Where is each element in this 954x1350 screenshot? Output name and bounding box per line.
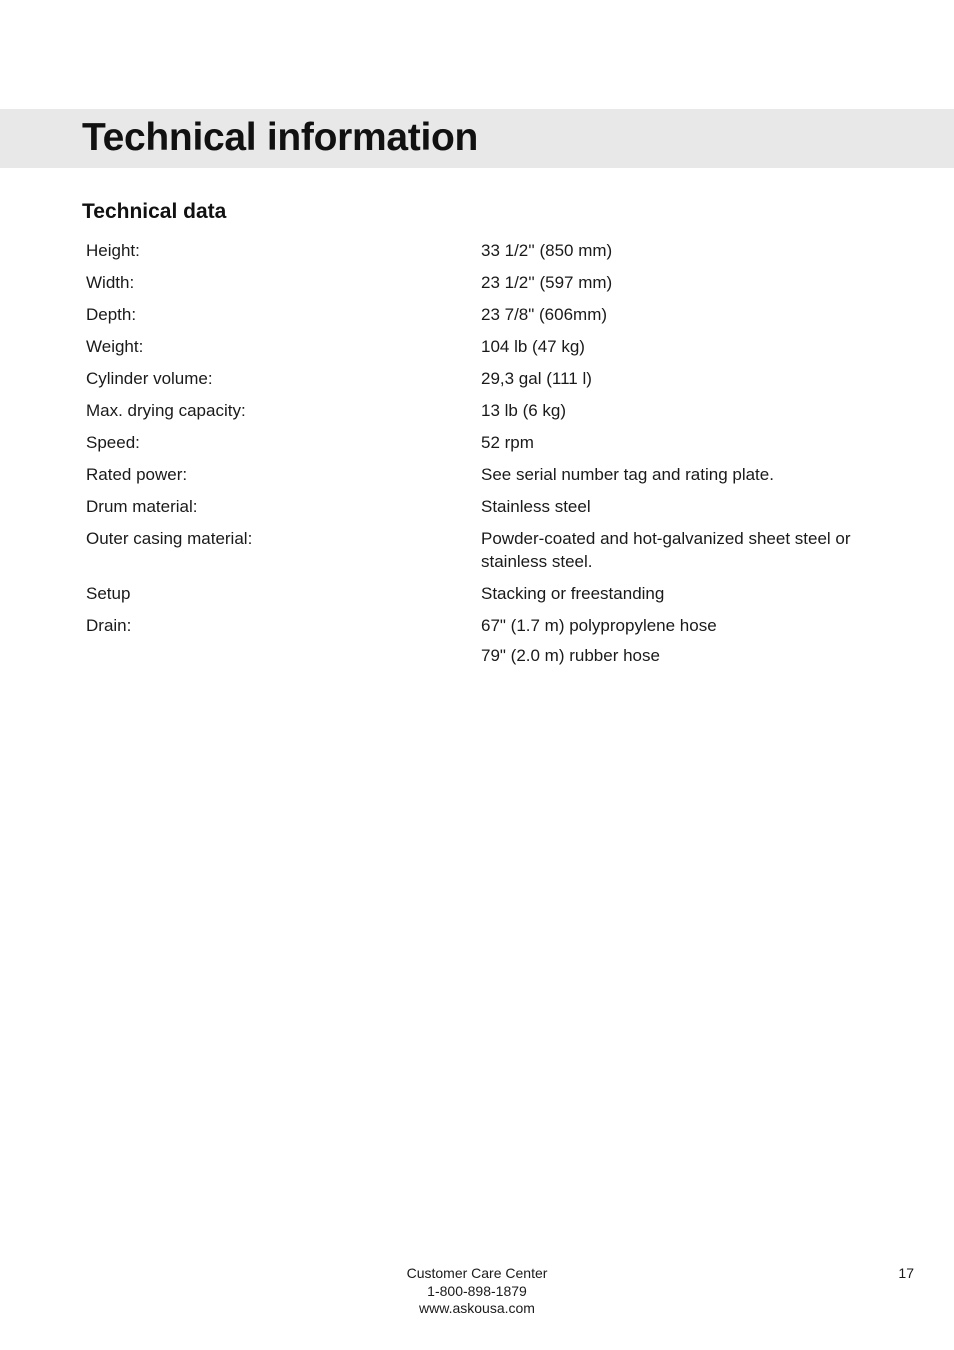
spec-table bbox=[86, 239, 886, 676]
spec-row bbox=[86, 367, 886, 390]
spec-row bbox=[86, 271, 886, 294]
spec-label: Speed: bbox=[86, 433, 140, 452]
spec-label: Width: bbox=[86, 273, 135, 292]
spec-value: 67" (1.7 m) polypropylene hose bbox=[481, 616, 717, 635]
title-band bbox=[0, 109, 954, 168]
spec-value: 79" (2.0 m) rubber hose bbox=[481, 646, 660, 665]
spec-row bbox=[86, 239, 886, 262]
spec-row bbox=[86, 495, 886, 518]
spec-values bbox=[481, 614, 886, 667]
spec-label: Max. drying capacity: bbox=[86, 401, 246, 420]
spec-values bbox=[481, 335, 886, 358]
spec-row bbox=[86, 431, 886, 454]
footer-website: www.askousa.com bbox=[419, 1300, 535, 1316]
footer-phone: 1-800-898-1879 bbox=[427, 1282, 527, 1299]
spec-row bbox=[86, 614, 886, 667]
footer-customer-care: Customer Care Center bbox=[406, 1265, 548, 1281]
spec-label: Depth: bbox=[86, 305, 137, 324]
page-title: Technical information bbox=[82, 116, 479, 159]
spec-row bbox=[86, 335, 886, 358]
spec-label: Height: bbox=[86, 241, 140, 260]
section-heading: Technical data bbox=[82, 200, 227, 223]
spec-value: Stacking or freestanding bbox=[481, 584, 665, 603]
footer bbox=[0, 1265, 954, 1318]
spec-label: Weight: bbox=[86, 337, 144, 356]
spec-value: 13 lb (6 kg) bbox=[481, 401, 567, 420]
spec-row bbox=[86, 463, 886, 486]
spec-value: 23 1/2'' (597 mm) bbox=[481, 273, 613, 292]
spec-value: Powder-coated and hot-galvanized sheet steel or stainless steel. bbox=[481, 529, 851, 571]
spec-values bbox=[481, 527, 886, 573]
spec-row bbox=[86, 399, 886, 422]
spec-row bbox=[86, 582, 886, 605]
spec-values bbox=[481, 367, 886, 390]
spec-values bbox=[481, 495, 886, 518]
spec-values bbox=[481, 271, 886, 294]
spec-label: Cylinder volume: bbox=[86, 369, 213, 388]
spec-value: 33 1/2'' (850 mm) bbox=[481, 241, 613, 260]
spec-values bbox=[481, 582, 886, 605]
spec-values bbox=[481, 303, 886, 326]
spec-value: Stainless steel bbox=[481, 497, 591, 516]
spec-label: Rated power: bbox=[86, 465, 188, 484]
page-number: 17 bbox=[898, 1265, 914, 1281]
spec-values bbox=[481, 463, 886, 486]
spec-row bbox=[86, 303, 886, 326]
spec-label: Outer casing material: bbox=[86, 529, 253, 548]
spec-label: Drain: bbox=[86, 616, 132, 635]
spec-values bbox=[481, 239, 886, 262]
spec-value: 29,3 gal (111 l) bbox=[481, 369, 592, 388]
spec-value: See serial number tag and rating plate. bbox=[481, 465, 774, 484]
spec-value: 52 rpm bbox=[481, 433, 534, 452]
spec-label: Setup bbox=[86, 584, 131, 603]
spec-values bbox=[481, 399, 886, 422]
spec-value: 23 7/8" (606mm) bbox=[481, 305, 608, 324]
spec-value: 104 lb (47 kg) bbox=[481, 337, 585, 356]
spec-row bbox=[86, 527, 886, 573]
spec-values bbox=[481, 431, 886, 454]
spec-label: Drum material: bbox=[86, 497, 198, 516]
